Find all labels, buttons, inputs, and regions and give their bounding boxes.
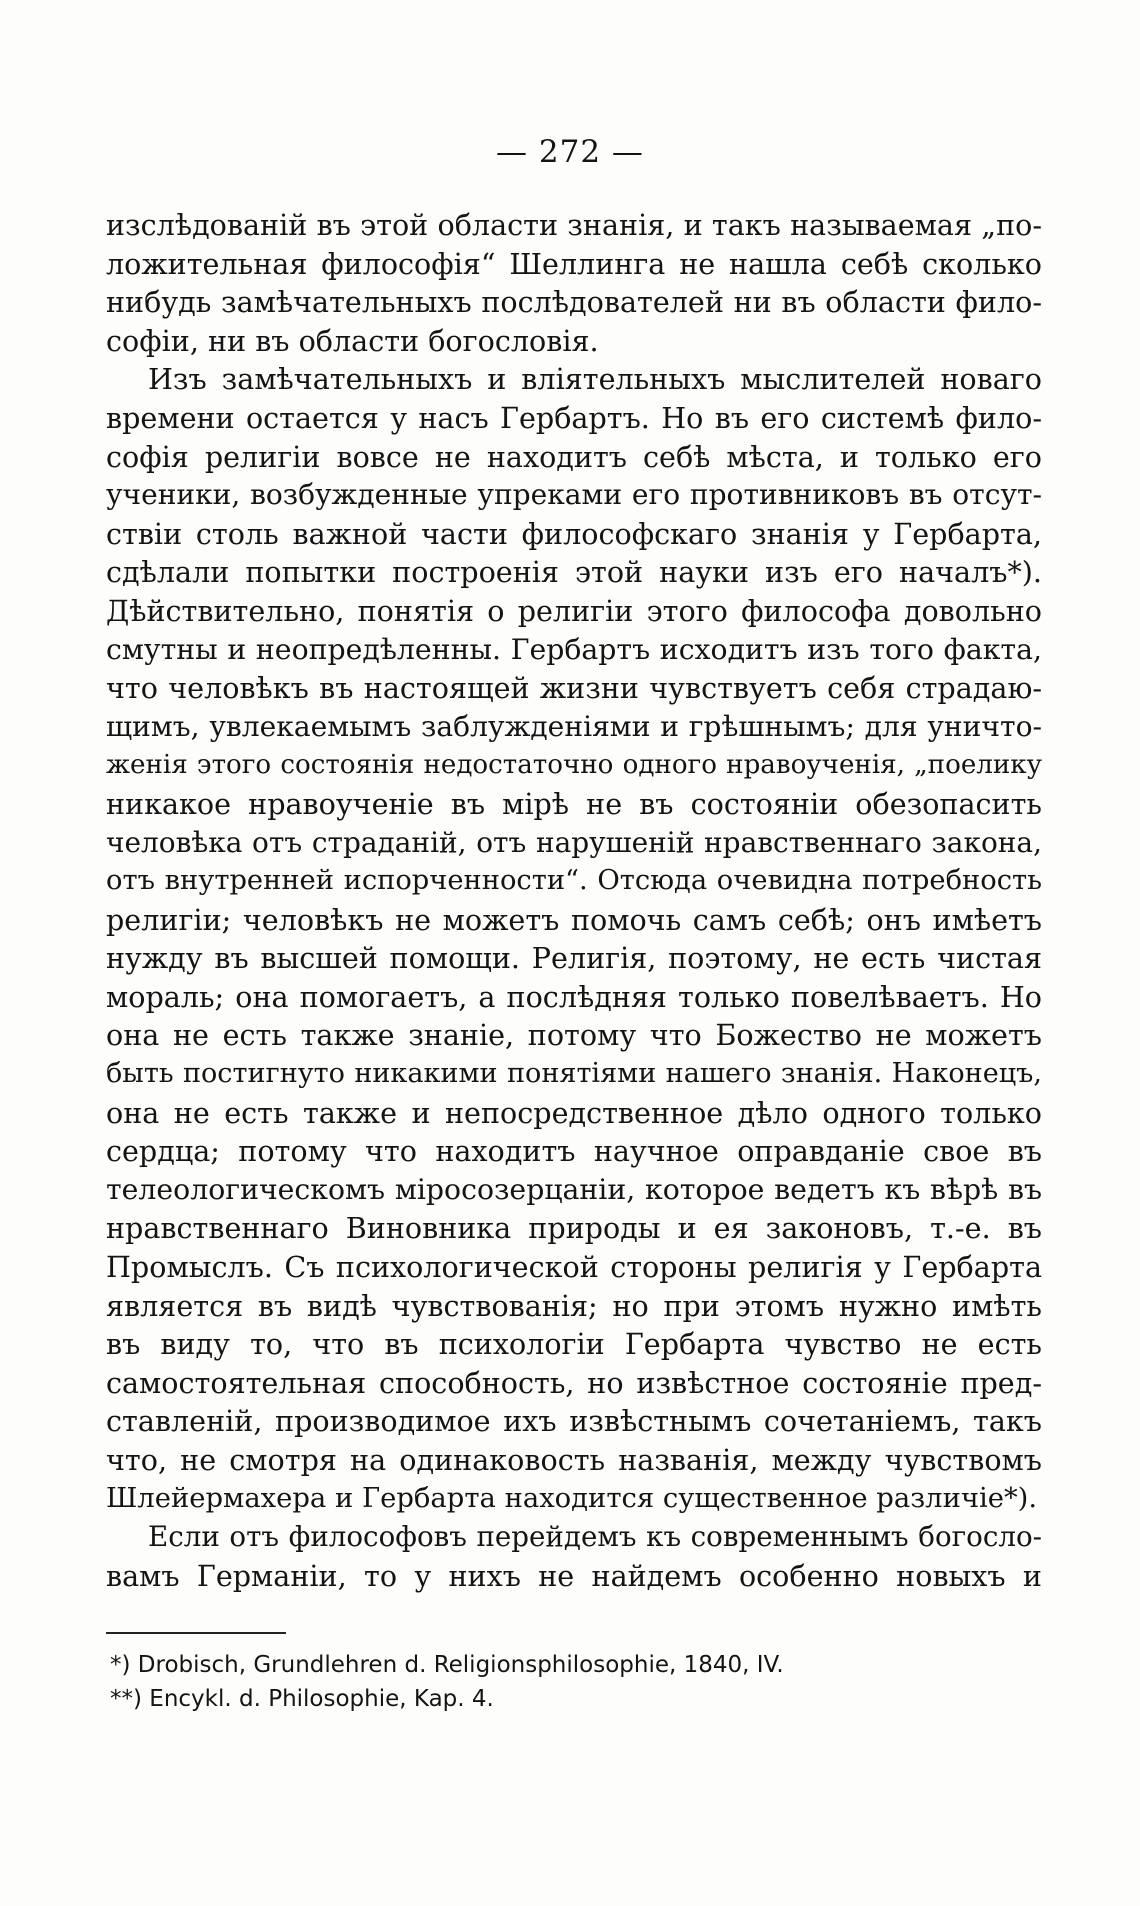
text-line: Дѣйствительно, понятія о религіи этого философа довольно	[106, 593, 1042, 628]
text-line: щимъ, увлекаемымъ заблужденіями и грѣшнымъ; для уничто-	[106, 709, 1042, 743]
text-line: сердца; потому что находитъ научное оправданіе свое въ	[106, 1134, 1042, 1169]
text-line: времени остается у насъ Гербартъ. Но въ его системѣ фило-	[106, 400, 1042, 435]
text-line: мораль; она помогаетъ, а послѣдняя только повелѣваетъ. Но	[106, 979, 1042, 1014]
text-line: человѣка отъ страданій, отъ нарушеній нравственнаго закона,	[106, 825, 1042, 859]
text-line: она не есть также и непосредственное дѣло одного только	[106, 1095, 1042, 1130]
text-line: смутны и неопредѣленны. Гербартъ исходитъ изъ того факта,	[106, 632, 1042, 666]
text-line: въ виду то, что въ психологіи Гербарта чувство не есть	[106, 1327, 1042, 1362]
text-line: ученики, возбужденные упреками его противниковъ въ отсут-	[106, 478, 1042, 512]
text-line: вамъ Германіи, то у нихъ не найдемъ особенно новыхъ и	[106, 1558, 1042, 1593]
text-line: Если отъ философовъ перейдемъ къ современнымъ богосло-	[148, 1520, 1042, 1554]
text-line: изслѣдованій въ этой области знанія, и такъ называемая „по-	[106, 208, 1042, 242]
text-line: нибудь замѣчательныхъ послѣдователей ни въ области фило-	[106, 285, 1042, 320]
page-number: — 272 —	[496, 134, 644, 170]
text-line: Шлейермахера и Гербарта находится существенное различіе*).	[106, 1482, 1038, 1514]
footnote-1: *) Drobisch, Grundlehren d. Religionsphilosophie, 1840, IV.	[110, 1652, 784, 1678]
text-line: Изъ замѣчательныхъ и вліятельныхъ мыслителей новаго	[148, 362, 1042, 397]
text-line: софія религіи вовсе не находитъ себѣ мѣста, и только его	[106, 439, 1042, 474]
text-line: ствіи столь важной части философскаго знанія у Гербарта,	[106, 516, 1042, 551]
text-line: телеологическомъ міросозерцаніи, которое ведетъ къ вѣрѣ въ	[106, 1172, 1042, 1206]
text-line: ставленій, производимое ихъ извѣстнымъ сочетаніемъ, такъ	[106, 1404, 1042, 1439]
text-line: нравственнаго Виновника природы и ея законовъ, т.-е. въ	[106, 1211, 1042, 1246]
text-line: является въ видѣ чувствованія; но при этомъ нужно имѣть	[106, 1288, 1042, 1323]
footnotes	[110, 1648, 870, 1716]
text-line: ложительная философія“ Шеллинга не нашла себѣ сколько	[106, 246, 1042, 281]
text-line: она не есть также знаніе, потому что Божество не можетъ	[106, 1018, 1042, 1053]
text-line: самостоятельная способность, но извѣстное состояніе пред-	[106, 1365, 1042, 1400]
text-line: отъ внутренней испорченности“. Отсюда очевидна потребность	[106, 865, 1042, 897]
text-line: нужду въ высшей помощи. Религія, поэтому, не есть чистая	[106, 941, 1042, 976]
footnote-divider	[106, 1632, 286, 1634]
text-line: сдѣлали попытки построенія этой науки изъ его началъ*).	[106, 555, 1042, 590]
text-line: софіи, ни въ области богословія.	[106, 323, 599, 358]
text-line: религіи; человѣкъ не можетъ помочь самъ себѣ; онъ имѣетъ	[106, 902, 1042, 937]
footnote-2: **) Encykl. d. Philosophie, Kap. 4.	[110, 1686, 494, 1712]
text-line: Промыслъ. Съ психологической стороны религія у Гербарта	[106, 1250, 1042, 1285]
text-line: что человѣкъ въ настоящей жизни чувствуетъ себя страдаю-	[106, 671, 1042, 706]
text-line: никакое нравоученіе въ мірѣ не въ состояніи обезопасить	[106, 786, 1042, 821]
text-line: быть постигнуто никакими понятіями нашего знанія. Наконецъ,	[106, 1058, 1042, 1090]
text-line: что, не смотря на одинаковость названія, между чувствомъ	[106, 1443, 1042, 1477]
text-line: женія этого состоянія недостаточно одного нравоученія, „поелику	[106, 750, 1042, 781]
main-text	[106, 206, 1042, 1595]
